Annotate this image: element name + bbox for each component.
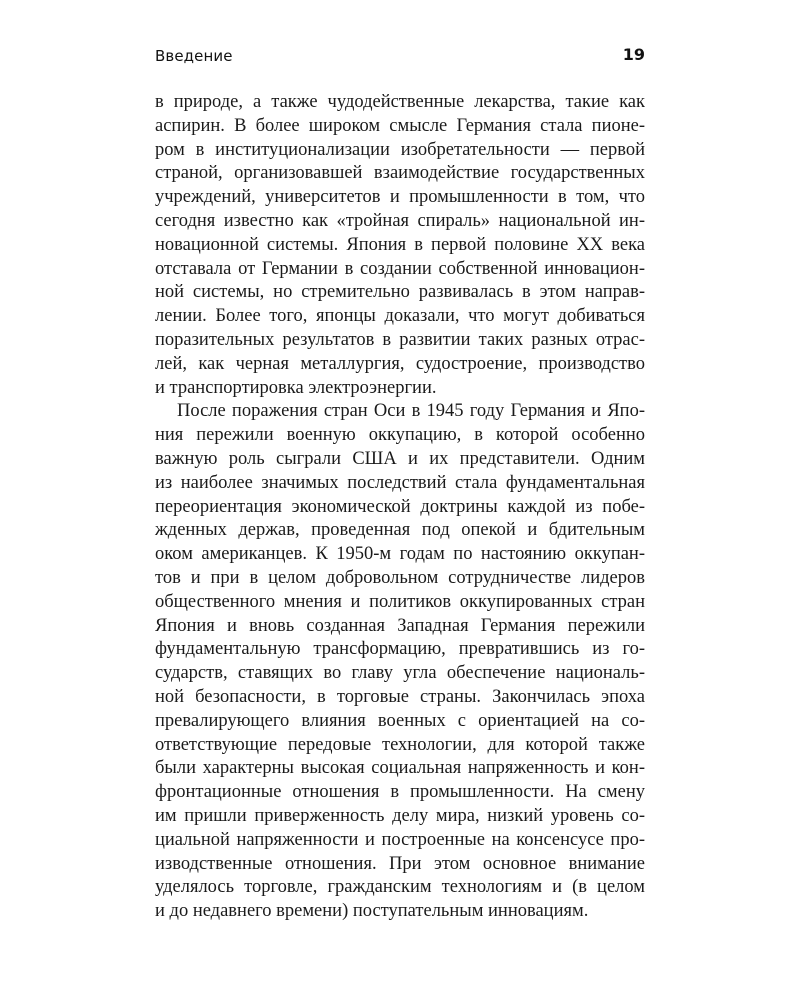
- text-line: были характерны высокая социальная напряженность и кон-: [155, 758, 645, 779]
- text-line: новационной системы. Япония в первой половине XX века: [155, 234, 645, 255]
- text-line: и до недавнего времени) поступательным инновациям.: [155, 901, 589, 922]
- text-line: фундаментальную трансформацию, превратившись из го-: [155, 639, 645, 660]
- text-line: поразительных результатов в развитии таких разных отрас-: [155, 329, 645, 350]
- text-line: аспирин. В более широком смысле Германия стала пионе-: [155, 115, 645, 136]
- text-line: ной системы, но стремительно развивалась в этом направ-: [155, 282, 645, 303]
- text-line: оком американцев. К 1950-м годам по настоянию оккупан-: [155, 544, 645, 565]
- text-line: циальной напряженности и построенные на консенсусе про-: [155, 829, 645, 850]
- text-line: общественного мнения и политиков оккупированных стран: [155, 591, 645, 612]
- text-line: жденных держав, проведенная под опекой и бдительным: [155, 520, 645, 541]
- text-line: переориентация экономической доктрины каждой из побе-: [155, 496, 645, 517]
- text-line: ния пережили военную оккупацию, в которой особенно: [155, 425, 645, 446]
- text-line: фронтационные отношения в промышленности. На смену: [155, 782, 645, 803]
- text-line: сегодня известно как «тройная спираль» национальной ин-: [155, 210, 645, 231]
- text-line: ответствующие передовые технологии, для которой также: [155, 734, 645, 755]
- text-line: и транспортировка электроэнергии.: [155, 377, 437, 398]
- text-line: из наиболее значимых последствий стала фундаментальная: [155, 472, 645, 493]
- text-line: отставала от Германии в создании собственной инновацион-: [155, 258, 645, 279]
- text-line: учреждений, университетов и промышленности в том, что: [155, 187, 645, 208]
- text-line: страной, организовавшей взаимодействие государственных: [155, 163, 645, 184]
- text-line: важную роль сыграли США и их представители. Одним: [155, 448, 645, 469]
- text-line: После поражения стран Оси в 1945 году Германия и Япо-: [177, 401, 645, 422]
- text-line: изводственные отношения. При этом основное внимание: [155, 853, 645, 874]
- text-line: превалирующего влияния военных с ориентацией на со-: [155, 710, 645, 731]
- text-line: им пришли приверженность делу мира, низкий уровень со-: [155, 805, 645, 826]
- text-line: уделялось торговле, гражданским технологиям и (в целом: [155, 877, 645, 898]
- text-line: ром в институционализации изобретательности — первой: [155, 139, 645, 160]
- running-head: Введение: [155, 47, 233, 65]
- body-text: [155, 91, 645, 924]
- page-number: 19: [622, 45, 645, 64]
- text-line: Япония и вновь созданная Западная Германия пережили: [155, 615, 645, 636]
- text-line: сударств, ставящих во главу угла обеспечение националь-: [155, 663, 645, 684]
- text-line: лей, как черная металлургия, судостроение, производство: [155, 353, 645, 374]
- text-line: ной безопасности, в торговые страны. Закончилась эпоха: [155, 686, 645, 707]
- text-line: в природе, а также чудодейственные лекарства, такие как: [155, 92, 645, 112]
- text-line: тов и при в целом добровольном сотрудничестве лидеров: [155, 567, 645, 588]
- text-line: лении. Более того, японцы доказали, что могут добиваться: [155, 306, 645, 327]
